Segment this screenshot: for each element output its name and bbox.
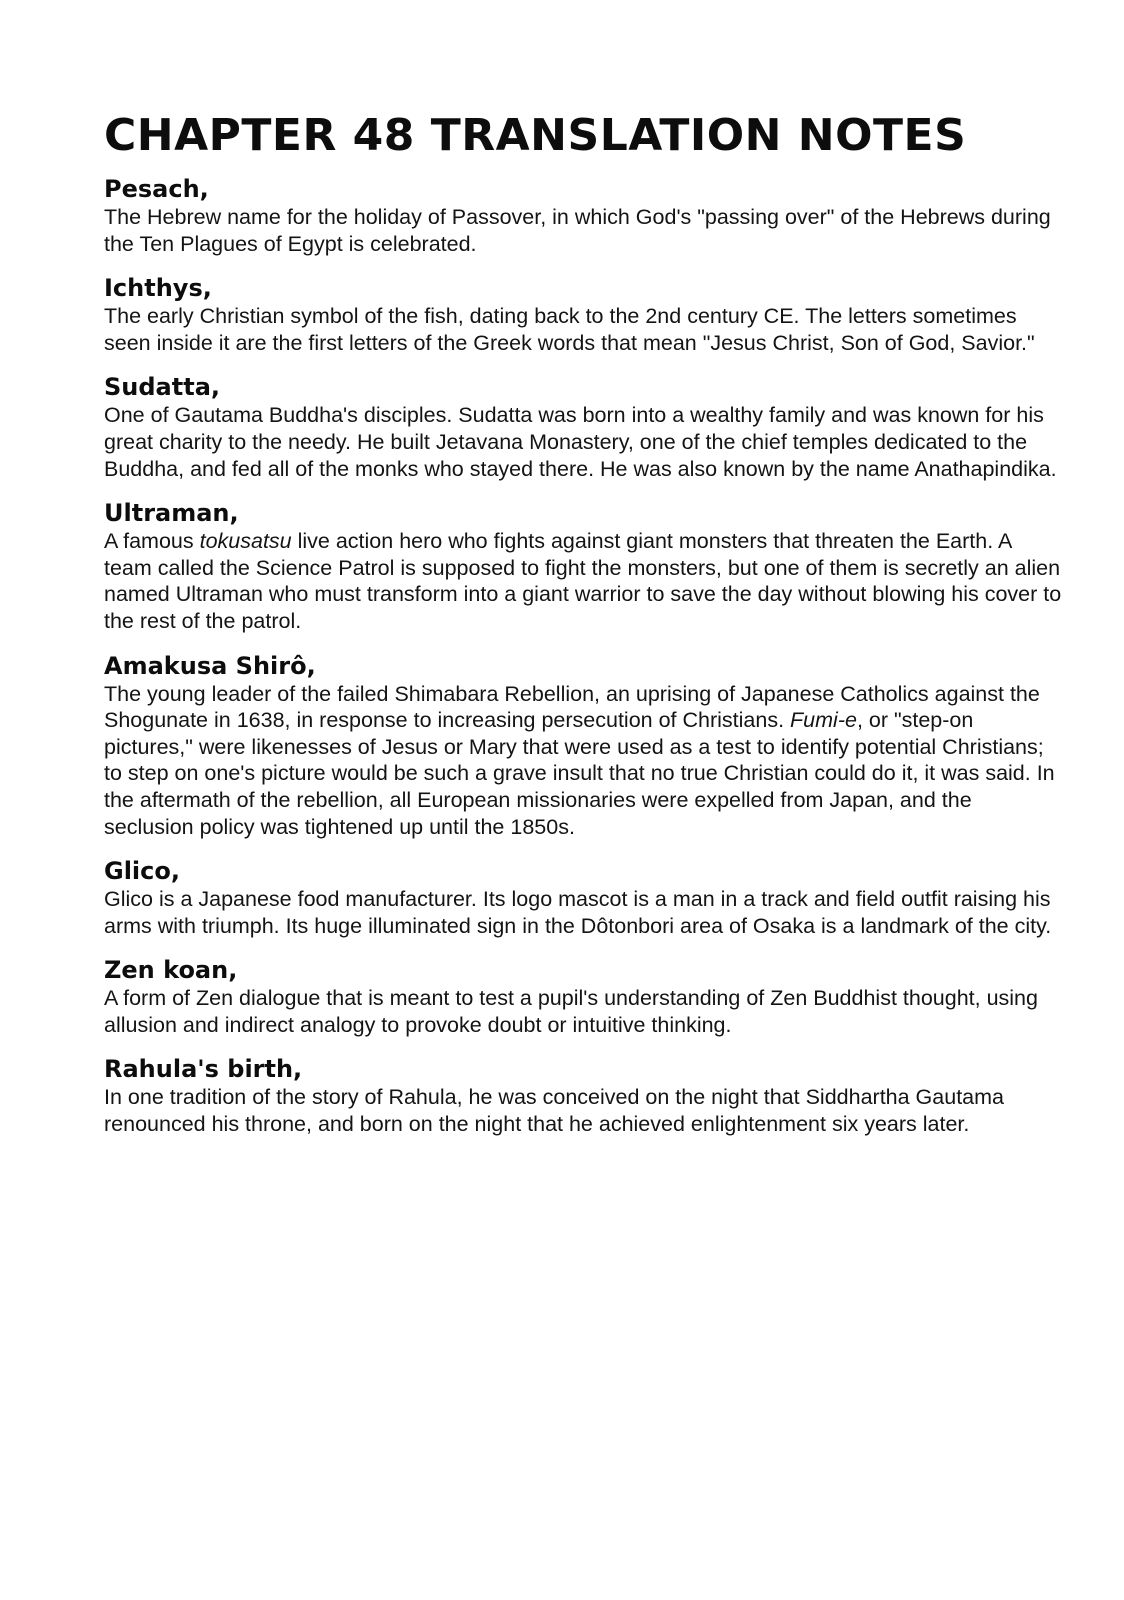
- note-term: Rahula's birth,: [104, 1055, 303, 1084]
- note-definition: [104, 985, 1064, 1038]
- definition-text: The early Christian symbol of the fish, dating back to the 2nd century CE. The letters sometimes seen inside it are the first letters of the Greek words that mean "Jesus Christ, Son of God, Savior.": [104, 304, 1035, 355]
- note-definition: [104, 1084, 1064, 1137]
- note-entry: [104, 273, 1064, 356]
- note-definition: [104, 303, 1064, 356]
- note-entry: [104, 1054, 1064, 1137]
- note-entry: [104, 498, 1064, 634]
- note-term: Zen koan,: [104, 956, 238, 985]
- note-entry: [104, 372, 1064, 482]
- note-entry: [104, 651, 1064, 841]
- definition-text: A form of Zen dialogue that is meant to test a pupil's understanding of Zen Buddhist thought, using allusion and indirect analogy to provoke doubt or intuitive thinking.: [104, 986, 1038, 1037]
- note-entry: [104, 174, 1064, 257]
- note-definition: [104, 886, 1064, 939]
- definition-text: In one tradition of the story of Rahula, he was conceived on the night that Siddhartha Gautama renounced his throne, and born on the night that he achieved enlightenment six years later.: [104, 1085, 1004, 1137]
- definition-text: , or "step-on pictures," were likenesses of Jesus or Mary that were used as a test to identify potential Christians; to step on one's picture would be such a grave insult that no true Christian could do it, it was said. In the aftermath of the rebellion, all European missionaries were expelled from Japan, and the seclusion policy was tightened up until the 1850s.: [104, 708, 1055, 839]
- translation-notes-page: [104, 108, 1064, 1154]
- note-term: Glico,: [104, 857, 180, 886]
- note-definition: [104, 681, 1064, 841]
- italic-term: Fumi-e: [790, 708, 857, 733]
- notes-list: [104, 174, 1064, 1138]
- note-term: Ultraman,: [104, 499, 239, 528]
- note-definition: [104, 528, 1064, 634]
- definition-text: The young leader of the failed Shimabara Rebellion, an uprising of Japanese Catholics against the Shogunate in 1638, in response to increasing persecution of Christians.: [104, 681, 1040, 733]
- note-entry: [104, 856, 1064, 939]
- note-definition: [104, 402, 1064, 482]
- definition-text: live action hero who fights against giant monsters that threaten the Earth. A team called the Science Patrol is supposed to fight the monsters, but one of them is secretly an alien named Ultraman who must transform into a giant warrior to save the day without blowing his cover to the rest of the patrol.: [104, 529, 1062, 633]
- note-term: Pesach,: [104, 175, 209, 203]
- definition-text: Glico is a Japanese food manufacturer. Its logo mascot is a man in a track and field outfit raising his arms with triumph. Its huge illuminated sign in the Dôtonbori area of Osaka is a landmark of the city.: [104, 887, 1052, 938]
- note-definition: [104, 204, 1064, 257]
- definition-text: One of Gautama Buddha's disciples. Sudatta was born into a wealthy family and was known for his great charity to the needy. He built Jetavana Monastery, one of the chief temples dedicated to the Buddha, and fed all of the monks who stayed there. He was also known by the name Anathapindika.: [104, 403, 1057, 481]
- italic-term: tokusatsu: [199, 529, 292, 554]
- note-term: Amakusa Shirô,: [104, 651, 316, 680]
- note-term: Ichthys,: [104, 274, 212, 303]
- definition-text: A famous: [104, 529, 200, 554]
- note-term: Sudatta,: [104, 373, 221, 402]
- note-entry: [104, 955, 1064, 1038]
- definition-text: The Hebrew name for the holiday of Passover, in which God's "passing over" of the Hebrews during the Ten Plagues of Egypt is celebrated.: [104, 205, 1051, 256]
- page-title: CHAPTER 48 TRANSLATION NOTES: [104, 110, 967, 161]
